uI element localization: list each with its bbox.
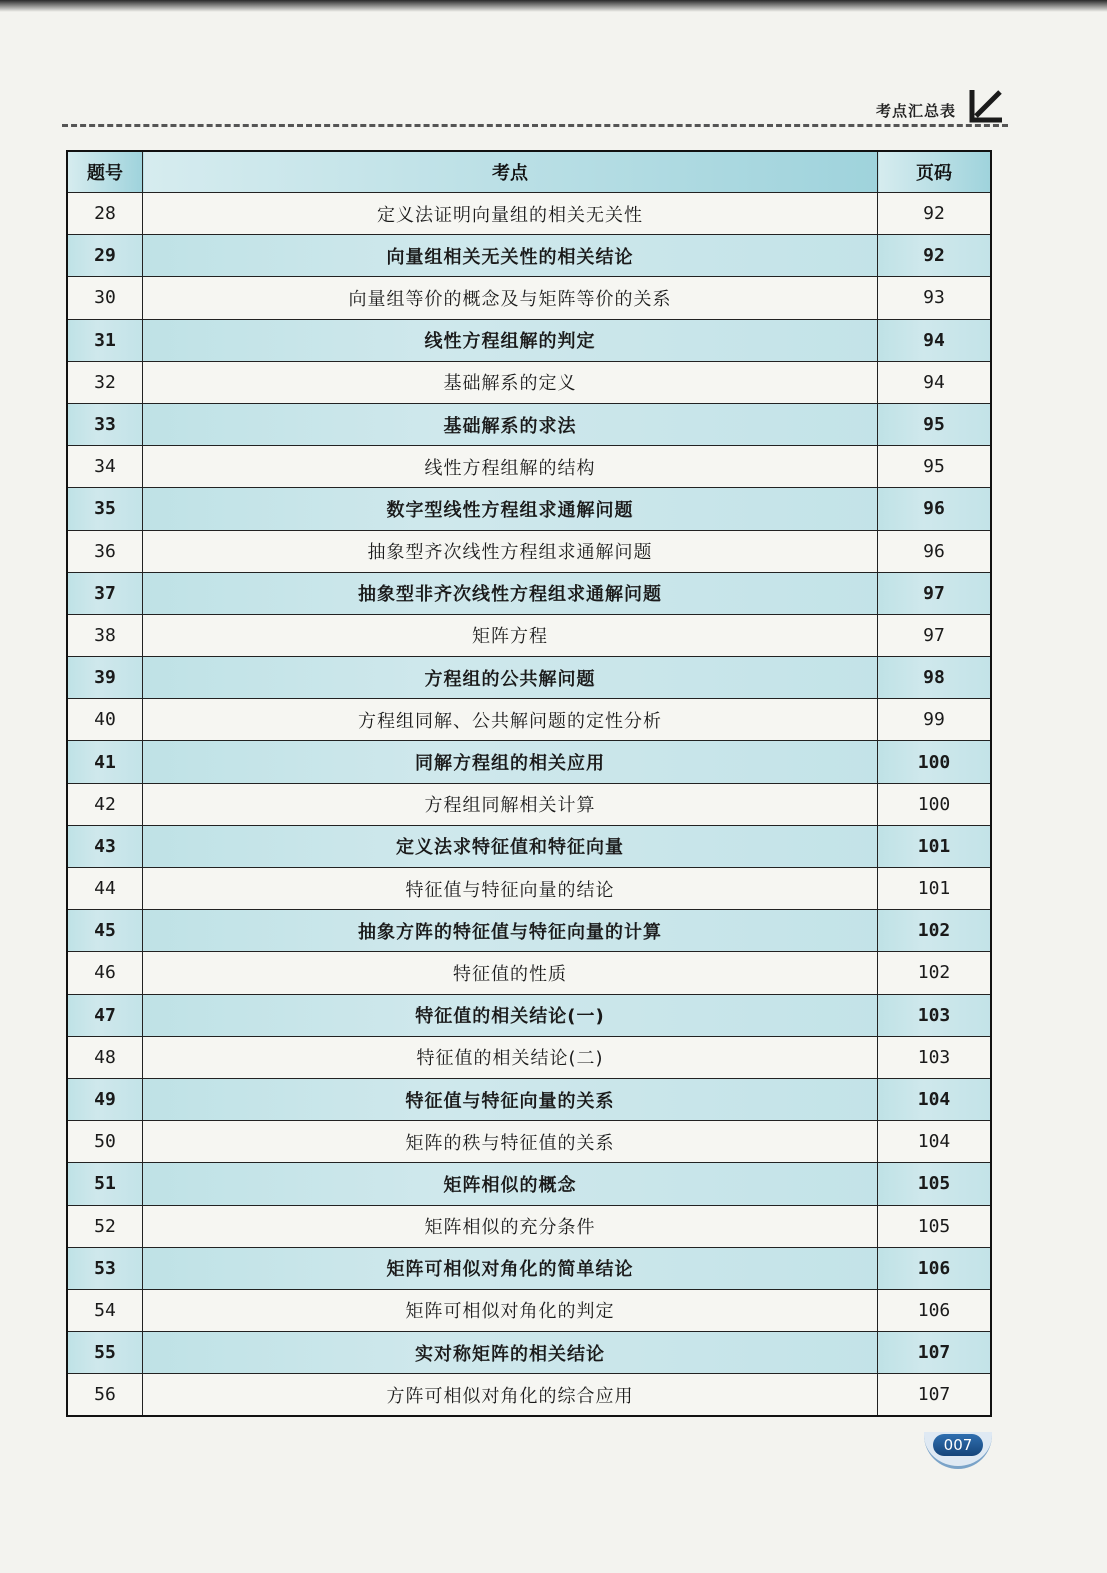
row-number: 43 — [67, 825, 143, 867]
row-number: 33 — [67, 403, 143, 445]
row-topic: 抽象方阵的特征值与特征向量的计算 — [143, 910, 878, 952]
row-number: 35 — [67, 488, 143, 530]
row-page: 92 — [878, 235, 992, 277]
row-page: 101 — [878, 825, 992, 867]
table-row — [67, 1289, 991, 1331]
row-page: 94 — [878, 361, 992, 403]
row-topic: 方程组的公共解问题 — [143, 657, 878, 699]
table-row — [67, 319, 991, 361]
row-page: 102 — [878, 952, 992, 994]
row-number: 55 — [67, 1332, 143, 1374]
header-dashed-rule — [62, 124, 1008, 127]
row-topic: 矩阵可相似对角化的判定 — [143, 1289, 878, 1331]
row-topic: 向量组等价的概念及与矩阵等价的关系 — [143, 277, 878, 319]
row-page: 102 — [878, 910, 992, 952]
row-topic: 抽象型非齐次线性方程组求通解问题 — [143, 572, 878, 614]
row-page: 92 — [878, 193, 992, 235]
row-page: 101 — [878, 868, 992, 910]
row-topic: 方程组同解、公共解问题的定性分析 — [143, 699, 878, 741]
row-number: 39 — [67, 657, 143, 699]
row-topic: 方程组同解相关计算 — [143, 783, 878, 825]
column-header-page: 页码 — [878, 151, 992, 193]
row-topic: 定义法证明向量组的相关无关性 — [143, 193, 878, 235]
row-number: 42 — [67, 783, 143, 825]
row-topic: 定义法求特征值和特征向量 — [143, 825, 878, 867]
row-number: 52 — [67, 1205, 143, 1247]
row-topic: 矩阵方程 — [143, 614, 878, 656]
table-row — [67, 1036, 991, 1078]
section-title: 考点汇总表 — [875, 102, 956, 120]
row-page: 95 — [878, 403, 992, 445]
row-page: 107 — [878, 1374, 992, 1417]
row-page: 105 — [878, 1163, 992, 1205]
table-row — [67, 530, 991, 572]
row-topic: 方阵可相似对角化的综合应用 — [143, 1374, 878, 1417]
row-number: 44 — [67, 868, 143, 910]
row-page: 97 — [878, 614, 992, 656]
row-topic: 数字型线性方程组求通解问题 — [143, 488, 878, 530]
row-page: 103 — [878, 1036, 992, 1078]
row-topic: 矩阵的秩与特征值的关系 — [143, 1121, 878, 1163]
row-number: 45 — [67, 910, 143, 952]
table-row — [67, 657, 991, 699]
table-row — [67, 1247, 991, 1289]
row-number: 40 — [67, 699, 143, 741]
table-row — [67, 783, 991, 825]
table-row — [67, 1205, 991, 1247]
topic-summary-table — [66, 150, 992, 1417]
row-number: 28 — [67, 193, 143, 235]
row-topic: 基础解系的求法 — [143, 403, 878, 445]
row-topic: 基础解系的定义 — [143, 361, 878, 403]
table-row — [67, 994, 991, 1036]
table-row — [67, 614, 991, 656]
row-page: 107 — [878, 1332, 992, 1374]
row-page: 96 — [878, 488, 992, 530]
page-number-badge — [924, 1432, 992, 1466]
row-number: 47 — [67, 994, 143, 1036]
table-row — [67, 361, 991, 403]
row-page: 97 — [878, 572, 992, 614]
row-page: 99 — [878, 699, 992, 741]
row-page: 106 — [878, 1289, 992, 1331]
row-number: 54 — [67, 1289, 143, 1331]
column-header-topic: 考点 — [143, 151, 878, 193]
row-number: 32 — [67, 361, 143, 403]
table-row — [67, 1374, 991, 1417]
row-page: 93 — [878, 277, 992, 319]
row-topic: 特征值的相关结论(二) — [143, 1036, 878, 1078]
row-page: 104 — [878, 1078, 992, 1120]
table-row — [67, 235, 991, 277]
row-number: 37 — [67, 572, 143, 614]
table-row — [67, 741, 991, 783]
row-number: 41 — [67, 741, 143, 783]
row-topic: 特征值的性质 — [143, 952, 878, 994]
row-page: 106 — [878, 1247, 992, 1289]
row-topic: 线性方程组解的判定 — [143, 319, 878, 361]
row-page: 104 — [878, 1121, 992, 1163]
table-row — [67, 910, 991, 952]
table-row — [67, 403, 991, 445]
table-row — [67, 1332, 991, 1374]
row-topic: 抽象型齐次线性方程组求通解问题 — [143, 530, 878, 572]
table-row — [67, 572, 991, 614]
row-topic: 矩阵相似的概念 — [143, 1163, 878, 1205]
row-page: 95 — [878, 446, 992, 488]
table-header-row — [67, 151, 991, 193]
table-row — [67, 1121, 991, 1163]
row-number: 53 — [67, 1247, 143, 1289]
table-row — [67, 825, 991, 867]
row-number: 56 — [67, 1374, 143, 1417]
row-number: 29 — [67, 235, 143, 277]
row-topic: 特征值的相关结论(一) — [143, 994, 878, 1036]
row-page: 98 — [878, 657, 992, 699]
table-row — [67, 699, 991, 741]
row-page: 100 — [878, 741, 992, 783]
page-number: 007 — [933, 1434, 983, 1456]
row-topic: 矩阵可相似对角化的简单结论 — [143, 1247, 878, 1289]
row-page: 96 — [878, 530, 992, 572]
table-row — [67, 952, 991, 994]
table-row — [67, 193, 991, 235]
row-number: 34 — [67, 446, 143, 488]
row-topic: 特征值与特征向量的关系 — [143, 1078, 878, 1120]
corner-arrow-icon — [966, 86, 1006, 126]
row-number: 38 — [67, 614, 143, 656]
page-edge-shadow — [0, 0, 1107, 12]
table-row — [67, 868, 991, 910]
row-number: 49 — [67, 1078, 143, 1120]
table-row — [67, 488, 991, 530]
row-number: 50 — [67, 1121, 143, 1163]
table-row — [67, 1078, 991, 1120]
row-number: 30 — [67, 277, 143, 319]
row-topic: 线性方程组解的结构 — [143, 446, 878, 488]
table-body — [67, 193, 991, 1417]
row-page: 94 — [878, 319, 992, 361]
table-row — [67, 1163, 991, 1205]
row-number: 36 — [67, 530, 143, 572]
row-page: 100 — [878, 783, 992, 825]
row-page: 105 — [878, 1205, 992, 1247]
row-topic: 同解方程组的相关应用 — [143, 741, 878, 783]
row-number: 31 — [67, 319, 143, 361]
row-topic: 实对称矩阵的相关结论 — [143, 1332, 878, 1374]
table-row — [67, 277, 991, 319]
row-number: 46 — [67, 952, 143, 994]
row-page: 103 — [878, 994, 992, 1036]
row-topic: 向量组相关无关性的相关结论 — [143, 235, 878, 277]
column-header-number: 题号 — [67, 151, 143, 193]
page-header — [62, 84, 1008, 134]
table-row — [67, 446, 991, 488]
row-number: 51 — [67, 1163, 143, 1205]
row-topic: 特征值与特征向量的结论 — [143, 868, 878, 910]
row-number: 48 — [67, 1036, 143, 1078]
row-topic: 矩阵相似的充分条件 — [143, 1205, 878, 1247]
